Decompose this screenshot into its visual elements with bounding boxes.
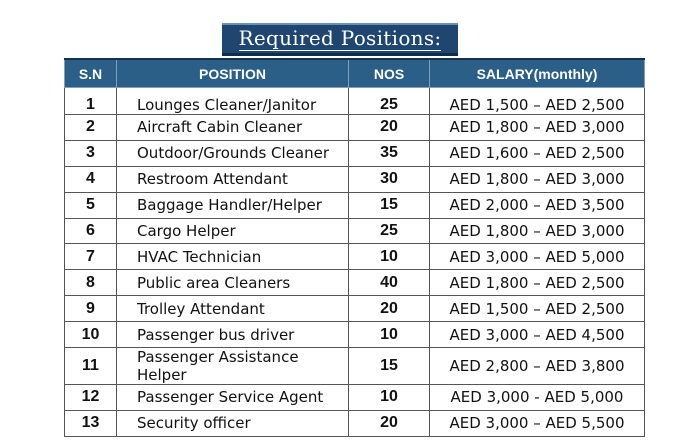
row-position-name: Restroom Attendant: [117, 166, 349, 192]
page-title: Required Positions:: [238, 25, 442, 50]
row-number-of-positions: 20: [349, 410, 430, 436]
row-number-of-positions: 25: [349, 88, 430, 115]
row-number-of-positions: 20: [349, 115, 430, 141]
row-number-of-positions: 10: [349, 244, 430, 270]
row-serial-number: 3: [65, 140, 117, 166]
table-row: [65, 192, 645, 218]
row-serial-number: 8: [65, 270, 117, 296]
row-salary-range: AED 3,000 – AED 5,500: [430, 410, 645, 436]
row-salary-range: AED 2,800 – AED 3,800: [430, 348, 645, 385]
row-position-name: Public area Cleaners: [117, 270, 349, 296]
row-position-name: Trolley Attendant: [117, 296, 349, 322]
table-row: [65, 322, 645, 348]
table-row: [65, 218, 645, 244]
table-row: [65, 385, 645, 411]
table-row: [65, 88, 645, 115]
table-row: [65, 115, 645, 141]
header-nos: NOS: [349, 59, 430, 88]
table-row: [65, 296, 645, 322]
row-number-of-positions: 15: [349, 348, 430, 385]
positions-table: [64, 58, 645, 437]
row-salary-range: AED 3,000 – AED 5,000: [430, 244, 645, 270]
row-salary-range: AED 1,800 – AED 3,000: [430, 218, 645, 244]
row-salary-range: AED 3,000 - AED 5,000: [430, 385, 645, 411]
row-number-of-positions: 30: [349, 166, 430, 192]
row-position-name: Outdoor/Grounds Cleaner: [117, 140, 349, 166]
table-body: [65, 88, 645, 437]
row-serial-number: 4: [65, 166, 117, 192]
row-position-name: Baggage Handler/Helper: [117, 192, 349, 218]
row-number-of-positions: 20: [349, 296, 430, 322]
row-salary-range: AED 1,600 – AED 2,500: [430, 140, 645, 166]
header-salary: SALARY(monthly): [430, 59, 645, 88]
header-position: POSITION: [117, 59, 349, 88]
row-number-of-positions: 10: [349, 322, 430, 348]
row-position-name: HVAC Technician: [117, 244, 349, 270]
row-serial-number: 2: [65, 115, 117, 141]
positions-table-container: [64, 58, 644, 437]
row-serial-number: 13: [65, 410, 117, 436]
row-serial-number: 1: [65, 88, 117, 115]
header-sn: S.N: [65, 59, 117, 88]
table-row: [65, 270, 645, 296]
row-salary-range: AED 1,800 – AED 3,000: [430, 115, 645, 141]
row-position-name: Passenger Service Agent: [117, 385, 349, 411]
row-salary-range: AED 1,800 – AED 3,000: [430, 166, 645, 192]
row-number-of-positions: 25: [349, 218, 430, 244]
table-header: [65, 59, 645, 88]
row-serial-number: 11: [65, 348, 117, 385]
row-salary-range: AED 2,000 – AED 3,500: [430, 192, 645, 218]
row-serial-number: 10: [65, 322, 117, 348]
row-position-name: Security officer: [117, 410, 349, 436]
table-row: [65, 410, 645, 436]
row-position-name: Aircraft Cabin Cleaner: [117, 115, 349, 141]
table-row: [65, 166, 645, 192]
row-number-of-positions: 40: [349, 270, 430, 296]
row-salary-range: AED 3,000 – AED 4,500: [430, 322, 645, 348]
table-row: [65, 348, 645, 385]
table-row: [65, 244, 645, 270]
table-row: [65, 140, 645, 166]
title-banner: [222, 23, 458, 56]
row-serial-number: 5: [65, 192, 117, 218]
row-number-of-positions: 35: [349, 140, 430, 166]
row-serial-number: 9: [65, 296, 117, 322]
row-position-name: Cargo Helper: [117, 218, 349, 244]
row-position-name: Passenger bus driver: [117, 322, 349, 348]
row-salary-range: AED 1,800 – AED 2,500: [430, 270, 645, 296]
row-position-name: Lounges Cleaner/Janitor: [117, 88, 349, 115]
row-serial-number: 6: [65, 218, 117, 244]
header-row: [65, 59, 645, 88]
row-salary-range: AED 1,500 – AED 2,500: [430, 88, 645, 115]
row-serial-number: 12: [65, 385, 117, 411]
row-position-name: Passenger Assistance Helper: [117, 348, 349, 385]
row-number-of-positions: 10: [349, 385, 430, 411]
row-serial-number: 7: [65, 244, 117, 270]
row-salary-range: AED 1,500 – AED 2,500: [430, 296, 645, 322]
row-number-of-positions: 15: [349, 192, 430, 218]
